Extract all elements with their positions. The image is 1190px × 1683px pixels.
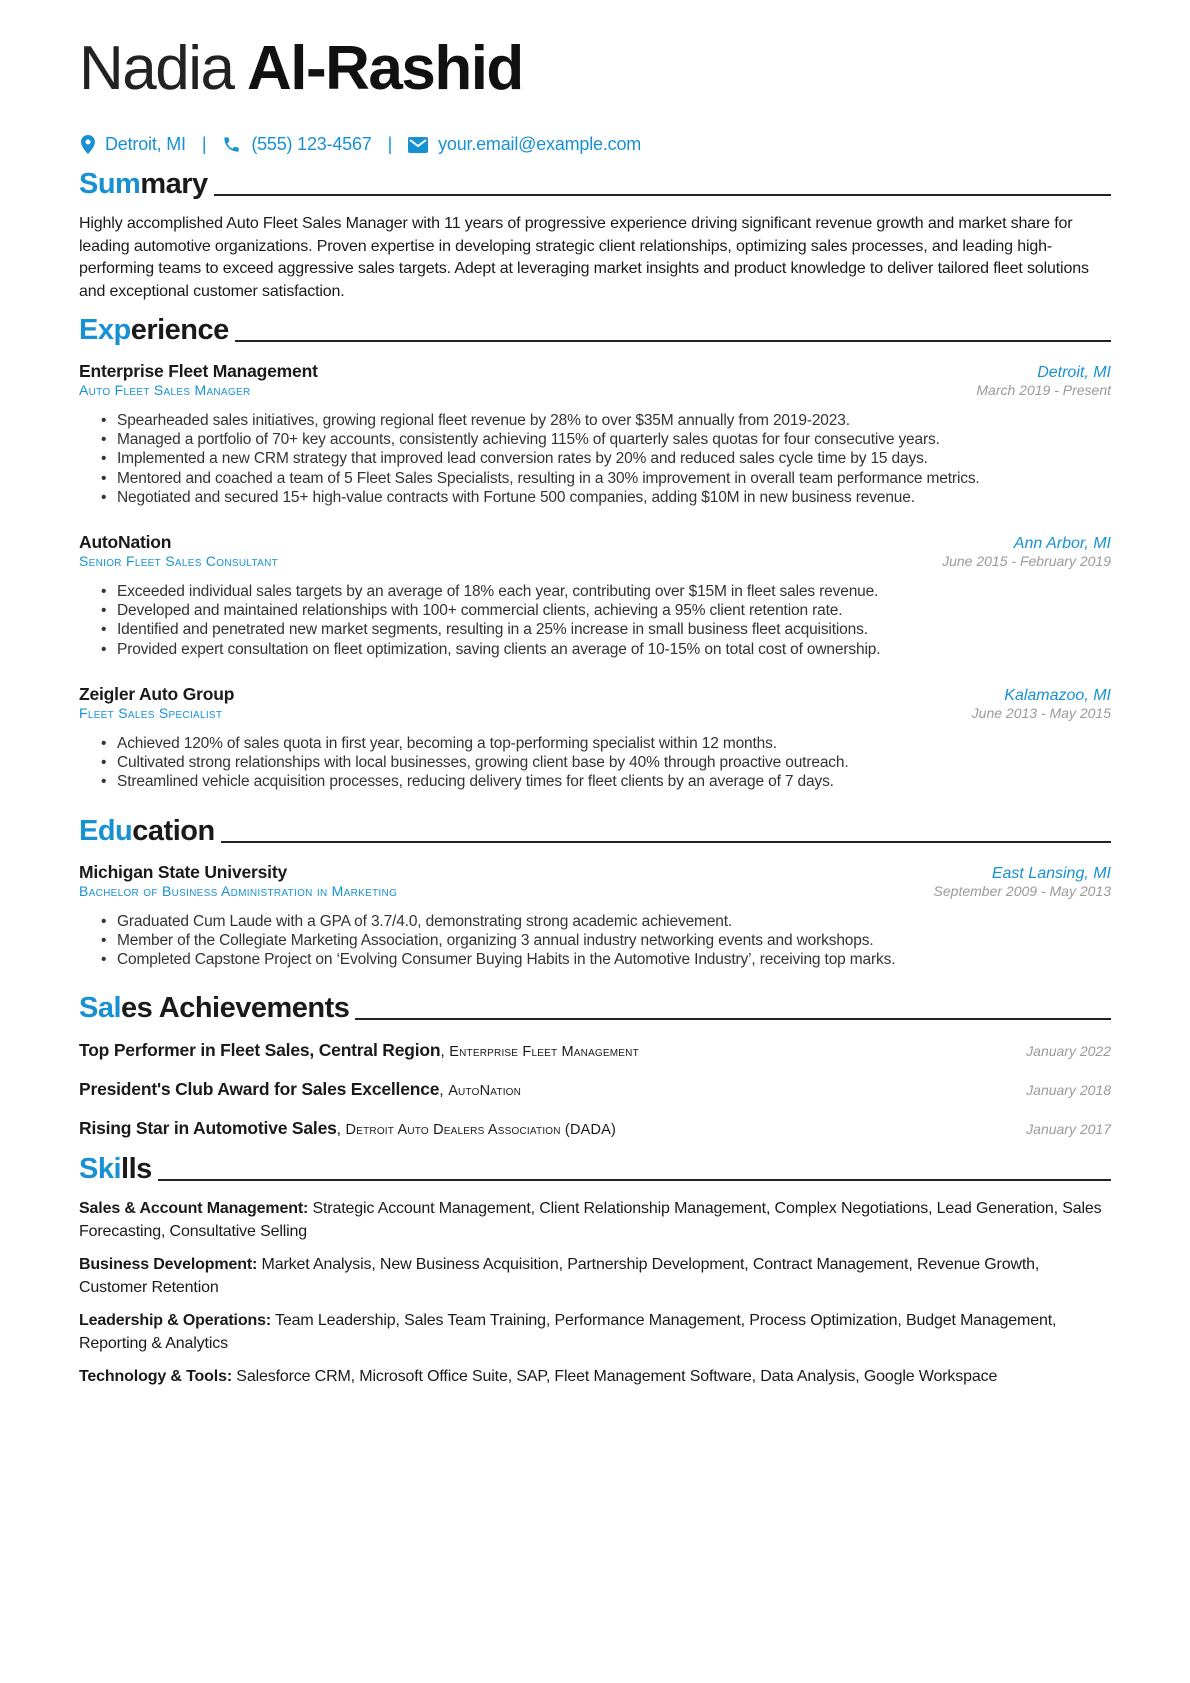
heading-accent: Edu [79, 815, 133, 847]
bullet: • Achieved 120% of sales quota in first year, becoming a top-performing specialist within 12 months. [101, 734, 1111, 753]
skill-group [79, 1254, 1111, 1299]
bullet: • Spearheaded sales initiatives, growing regional fleet revenue by 28% to over $35M annually from 2019-2023. [101, 411, 1111, 430]
map-pin-icon [81, 135, 95, 154]
skill-label: Technology & Tools: [79, 1368, 232, 1385]
contact-bar [81, 134, 641, 155]
achievement-date: January 2017 [1026, 1121, 1111, 1137]
achievements-heading [79, 994, 1111, 1023]
section-rule [158, 1179, 1111, 1181]
skill-items: Team Leadership, Sales Team Training, Performance Management, Process Optimization, Budget Management, Reporting & Analytics [79, 1312, 1057, 1352]
bullet: • Identified and penetrated new market segments, resulting in a 25% increase in small business fleet acquisitions. [101, 620, 1111, 639]
achievement-date: January 2018 [1026, 1082, 1111, 1098]
job-location: Ann Arbor, MI [1013, 535, 1111, 552]
bullet: • Managed a portfolio of 70+ key accounts, consistently achieving 115% of quarterly sales quotas for four consecutive years. [101, 430, 1111, 449]
education-bullets [101, 912, 1111, 970]
summary-text: Highly accomplished Auto Fleet Sales Manager with 11 years of progressive experience driving significant revenue growth and market share for leading automotive organizations. Proven expertise in developing strategic client relationships, optimizing sales processes, and leading high-performing teams to exceed aggressive sales targets. Adept at leveraging market insights and product knowledge to deliver tailored fleet solutions and exceptional customer satisfaction. [79, 215, 1089, 300]
job-location: Kalamazoo, MI [1004, 687, 1111, 704]
heading-accent: Sum [79, 168, 141, 200]
degree: Bachelor of Business Administration in Marketing [79, 883, 398, 899]
skill-items: Strategic Account Management, Client Relationship Management, Complex Negotiations, Lead Generation, Sales Forecasting, Consultative Selling [79, 1200, 1102, 1240]
separator: | [201, 134, 207, 154]
envelope-icon [408, 137, 428, 153]
education-heading [79, 817, 1111, 846]
heading-accent: Sal [79, 992, 122, 1024]
experience-heading [79, 316, 1111, 345]
job-entry [79, 532, 1111, 659]
heading-accent: Exp [79, 314, 131, 346]
last-name: Al-Rashid [246, 34, 523, 103]
job-dates: June 2013 - May 2015 [971, 705, 1111, 721]
heading-rest: erience [130, 314, 229, 346]
achievement-org: Enterprise Fleet Management [449, 1044, 639, 1060]
achievement-org: AutoNation [448, 1083, 522, 1099]
job-location: Detroit, MI [1037, 364, 1111, 381]
separator: | [387, 134, 393, 154]
skill-label: Business Development: [79, 1256, 258, 1273]
bullet: • Implemented a new CRM strategy that improved lead conversion rates by 20% and reduced sales cycle time by 15 days. [101, 449, 1111, 468]
heading-rest: lls [121, 1153, 152, 1185]
bullet: • Completed Capstone Project on ‘Evolving Consumer Buying Habits in the Automotive Industry’, receiving top marks. [101, 950, 1111, 969]
job-bullets [101, 582, 1111, 659]
heading-rest: mary [140, 168, 208, 200]
bullet: • Streamlined vehicle acquisition processes, reducing delivery times for fleet clients by an average of 7 days. [101, 772, 1111, 791]
job-bullets [101, 734, 1111, 792]
skills-heading [79, 1155, 1111, 1184]
bullet: • Provided expert consultation on fleet optimization, saving clients an average of 10-15% on total cost of ownership. [101, 640, 1111, 659]
job-entry [79, 361, 1111, 507]
summary-heading [79, 170, 1111, 199]
job-entry [79, 684, 1111, 792]
heading-rest: es Achievements [121, 992, 350, 1024]
education-dates: September 2009 - May 2013 [933, 883, 1111, 899]
skill-group [79, 1310, 1111, 1355]
skill-items: Market Analysis, New Business Acquisition, Partnership Development, Contract Management, Revenue Growth, Customer Retention [79, 1256, 1040, 1296]
first-name: Nadia [79, 34, 234, 103]
achievement-item: Top Performer in Fleet Sales, Central Region, Enterprise Fleet Management January 2022 [79, 1040, 1111, 1060]
job-org: AutoNation [79, 532, 172, 552]
heading-accent: Ski [79, 1153, 122, 1185]
bullet: • Exceeded individual sales targets by an average of 18% each year, contributing over $15M in fleet sales revenue. [101, 582, 1111, 601]
achievement-org: Detroit Auto Dealers Association (DADA) [345, 1122, 617, 1138]
school-location: East Lansing, MI [991, 865, 1111, 882]
job-role: Auto Fleet Sales Manager [79, 382, 251, 398]
bullet: • Cultivated strong relationships with local businesses, growing client base by 40% through proactive outreach. [101, 753, 1111, 772]
skill-label: Sales & Account Management: [79, 1200, 309, 1217]
skill-group [79, 1198, 1111, 1243]
job-org: Enterprise Fleet Management [79, 361, 318, 381]
candidate-name [79, 34, 523, 103]
section-rule [355, 1018, 1111, 1020]
bullet: • Graduated Cum Laude with a GPA of 3.7/4.0, demonstrating strong academic achievement. [101, 912, 1111, 931]
school-name: Michigan State University [79, 862, 287, 882]
bullet: • Mentored and coached a team of 5 Fleet Sales Specialists, resulting in a 30% improvement in overall team performance metrics. [101, 469, 1111, 488]
phone-icon [222, 135, 241, 154]
skill-items: Salesforce CRM, Microsoft Office Suite, SAP, Fleet Management Software, Data Analysis, Google Workspace [236, 1368, 998, 1385]
achievement-title: Rising Star in Automotive Sales [79, 1118, 337, 1138]
section-rule [214, 194, 1111, 196]
section-rule [235, 340, 1111, 342]
bullet: • Member of the Collegiate Marketing Association, organizing 3 annual industry networking events and workshops. [101, 931, 1111, 950]
bullet: • Developed and maintained relationships with 100+ commercial clients, achieving a 95% client retention rate. [101, 601, 1111, 620]
bullet: • Negotiated and secured 15+ high-value contracts with Fortune 500 companies, adding $10M in new business revenue. [101, 488, 1111, 507]
job-role: Fleet Sales Specialist [79, 705, 223, 721]
job-dates: March 2019 - Present [976, 382, 1111, 398]
achievement-item: Rising Star in Automotive Sales, Detroit Auto Dealers Association (DADA) January 2017 [79, 1118, 1111, 1138]
job-org: Zeigler Auto Group [79, 684, 235, 704]
achievement-title: President's Club Award for Sales Excellence [79, 1079, 440, 1099]
location-text: Detroit, MI [105, 134, 186, 154]
heading-rest: cation [132, 815, 215, 847]
job-role: Senior Fleet Sales Consultant [79, 553, 279, 569]
email-link[interactable]: your.email@example.com [438, 134, 642, 154]
phone-link[interactable]: (555) 123-4567 [251, 134, 372, 154]
job-bullets [101, 411, 1111, 507]
job-dates: June 2015 - February 2019 [942, 553, 1111, 569]
achievement-item: President's Club Award for Sales Excellence, AutoNation January 2018 [79, 1079, 1111, 1099]
achievement-title: Top Performer in Fleet Sales, Central Region [79, 1040, 441, 1060]
achievement-date: January 2022 [1026, 1043, 1111, 1059]
skill-group [79, 1366, 1111, 1389]
education-entry [79, 862, 1111, 970]
skill-label: Leadership & Operations: [79, 1312, 271, 1329]
section-rule [221, 841, 1111, 843]
